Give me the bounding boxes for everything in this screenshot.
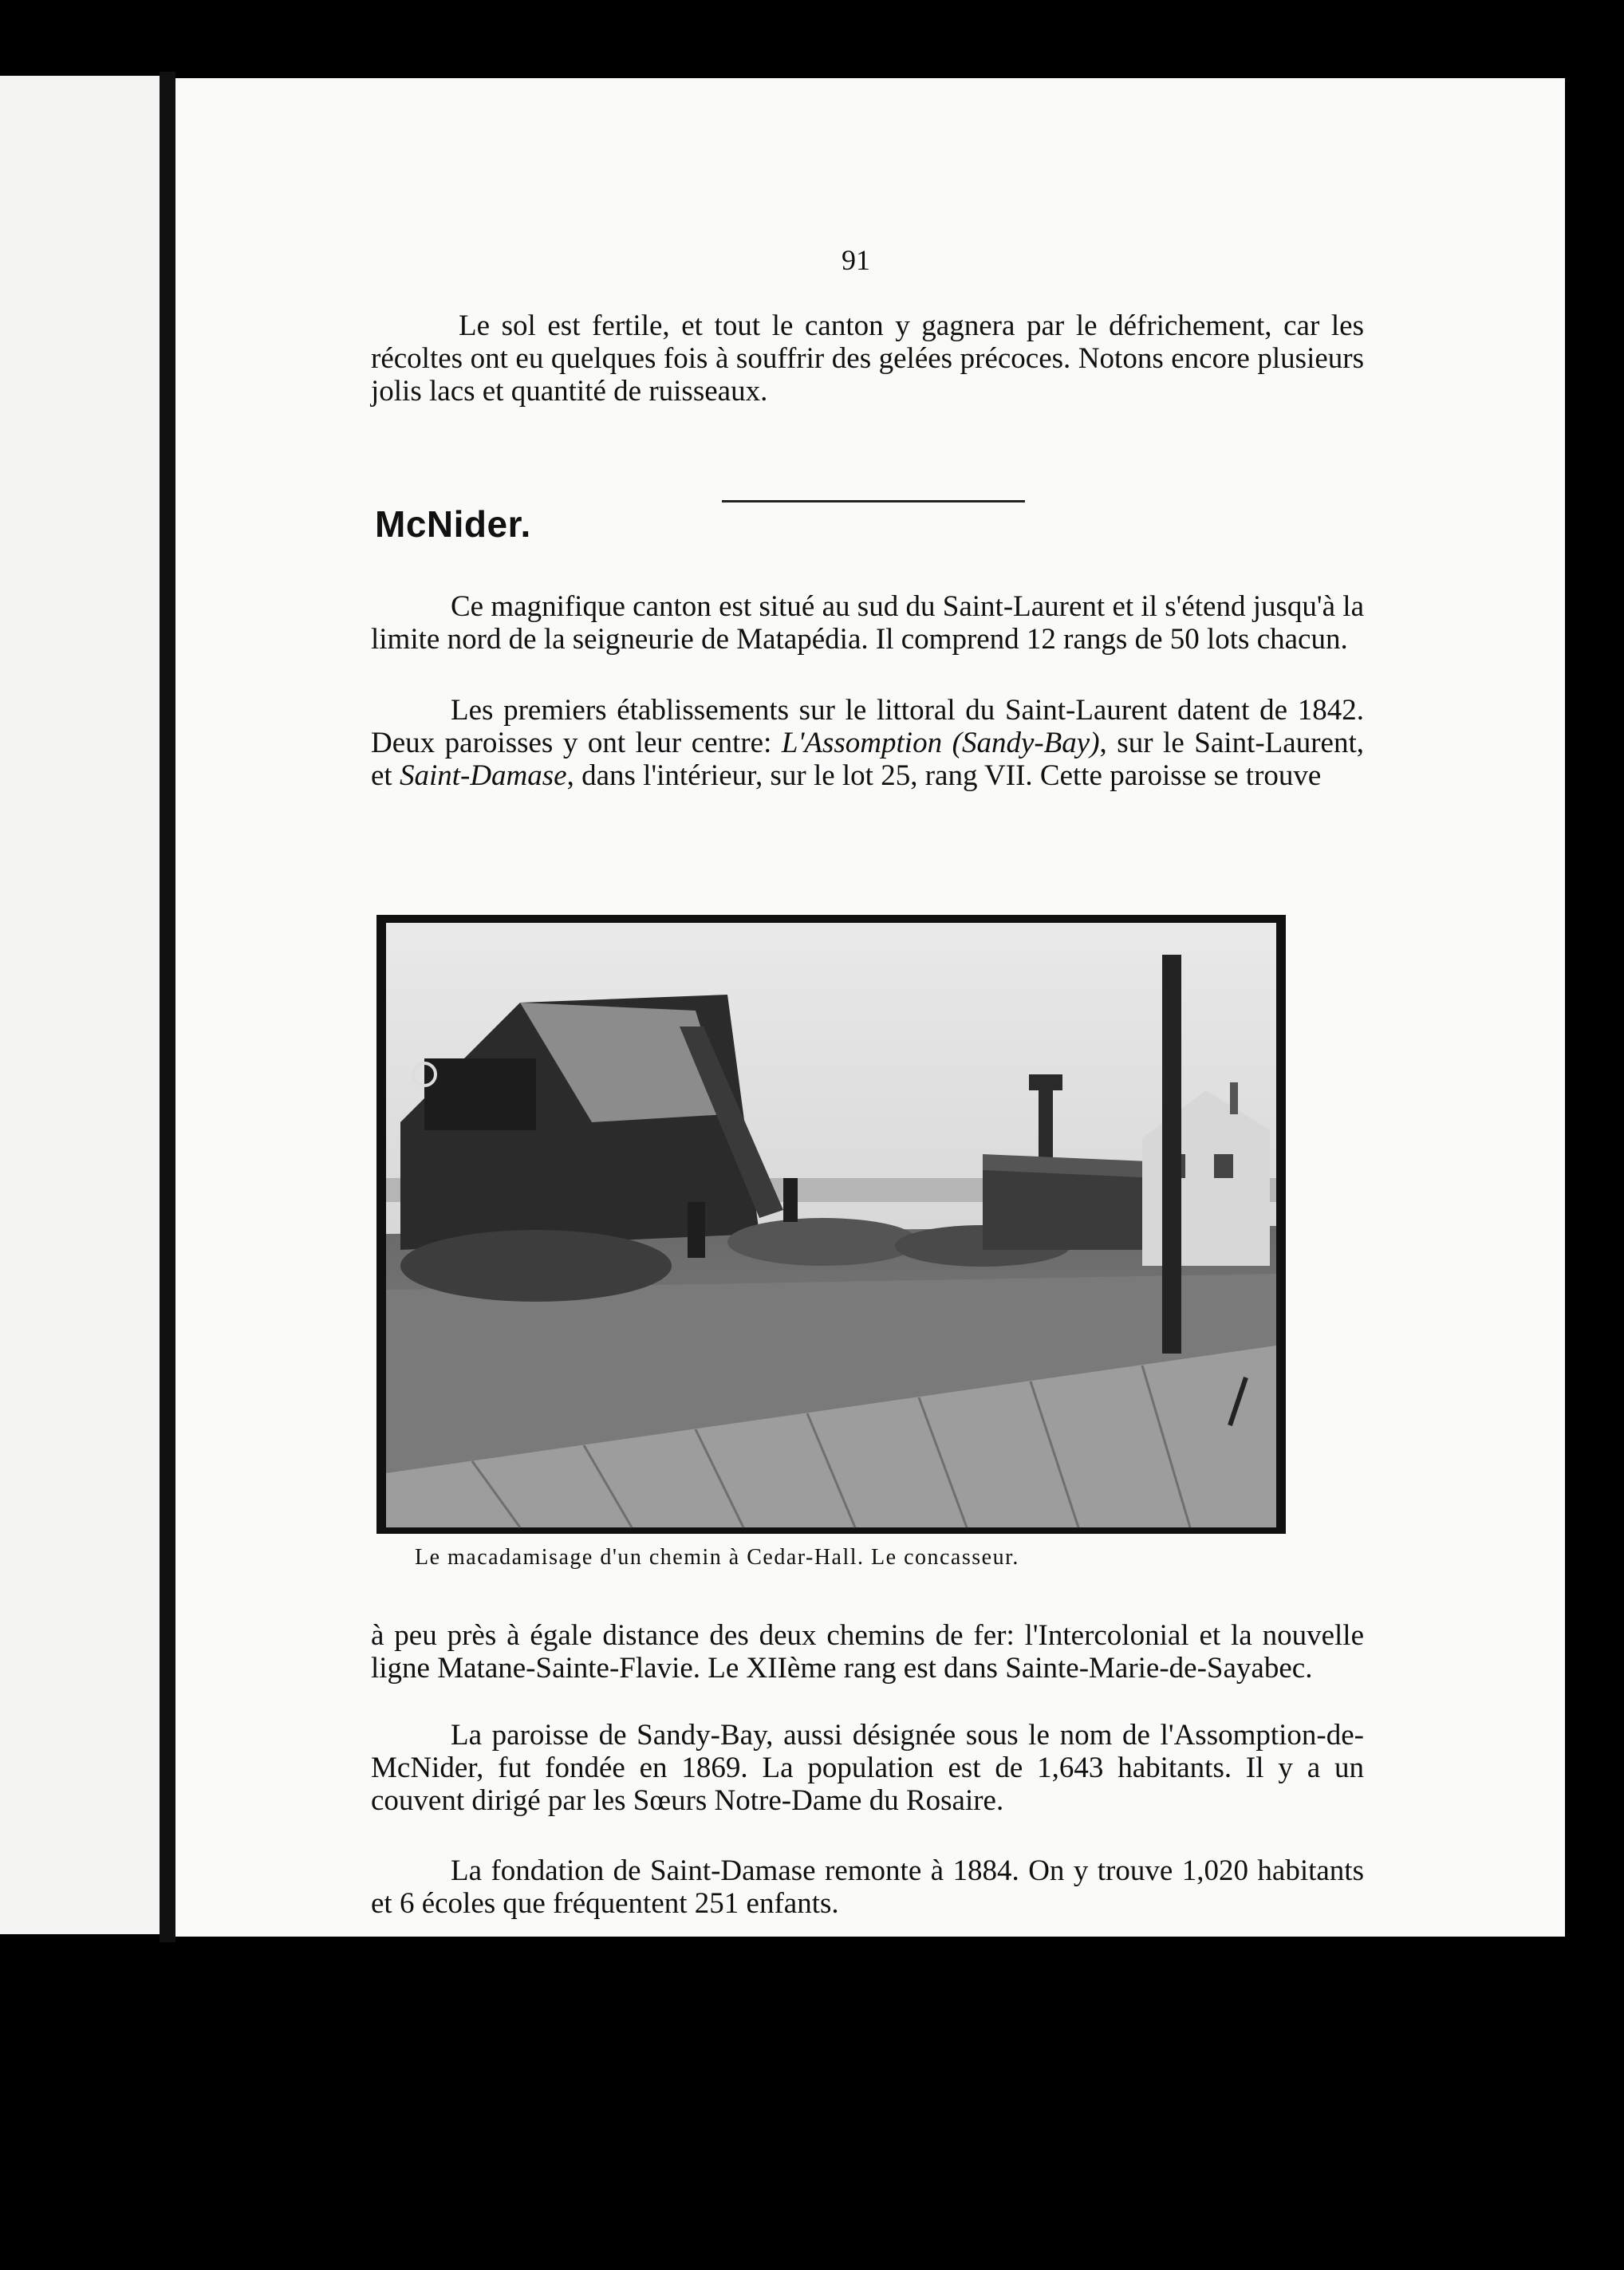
intro-paragraph: Le sol est fertile, et tout le canton y gagnera par le défrichement, car les récoltes ont eu quelques fois à souffrir des gelées précoces. Notons encore plusieurs jolis lacs et quantité de ruisseaux. <box>371 309 1364 408</box>
mcnider-paragraph-2 <box>371 694 1364 792</box>
mcnider-paragraph-5: La fondation de Saint-Damase remonte à 1884. On y trouve 1,020 habitants et 6 écoles que fréquentent 251 enfants. <box>371 1854 1364 1920</box>
photo-caption: Le macadamisage d'un chemin à Cedar-Hall. Le concasseur. <box>415 1545 1019 1570</box>
page-number: 91 <box>842 244 870 276</box>
book-gutter <box>160 72 175 1942</box>
para2-text-a: Les premiers établissements sur le littoral du Saint-Laurent datent de 1842. Deux paroisses y ont leur centre: <box>371 694 1364 759</box>
para2-text-b: , sur le Saint-Laurent, et <box>371 727 1364 792</box>
mcnider-paragraph-1: Ce magnifique canton est situé au sud du Saint-Laurent et il s'étend jusqu'à la limite nord de la seigneurie de Matapédia. Il comprend 12 rangs de 50 lots chacun. <box>371 590 1364 656</box>
photo-pole <box>1162 955 1181 1354</box>
facing-page-edge <box>0 76 160 1934</box>
mcnider-paragraph-4: La paroisse de Sandy-Bay, aussi désignée sous le nom de l'Assomption-de-McNider, fut fondée en 1869. La population est de 1,643 habitants. Il y a un couvent dirigé par les Sœurs Notre-Dame du Rosaire. <box>371 1719 1364 1817</box>
photograph-road-macadamizing <box>376 915 1286 1534</box>
para2-text-c: , dans l'intérieur, sur le lot 25, rang VII. Cette paroisse se trouve <box>566 759 1322 792</box>
para2-place-lassomption: L'Assomption (Sandy-Bay) <box>781 727 1100 759</box>
para2-place-saint-damase: Saint-Damase <box>399 759 567 792</box>
mcnider-paragraph-3: à peu près à égale distance des deux chemins de fer: l'Intercolonial et la nouvelle ligne Matane-Sainte-Flavie. Le XIIème rang est dans Sainte-Marie-de-Sayabec. <box>371 1619 1364 1685</box>
section-title: McNider. <box>375 503 531 545</box>
section-divider <box>722 500 1025 502</box>
